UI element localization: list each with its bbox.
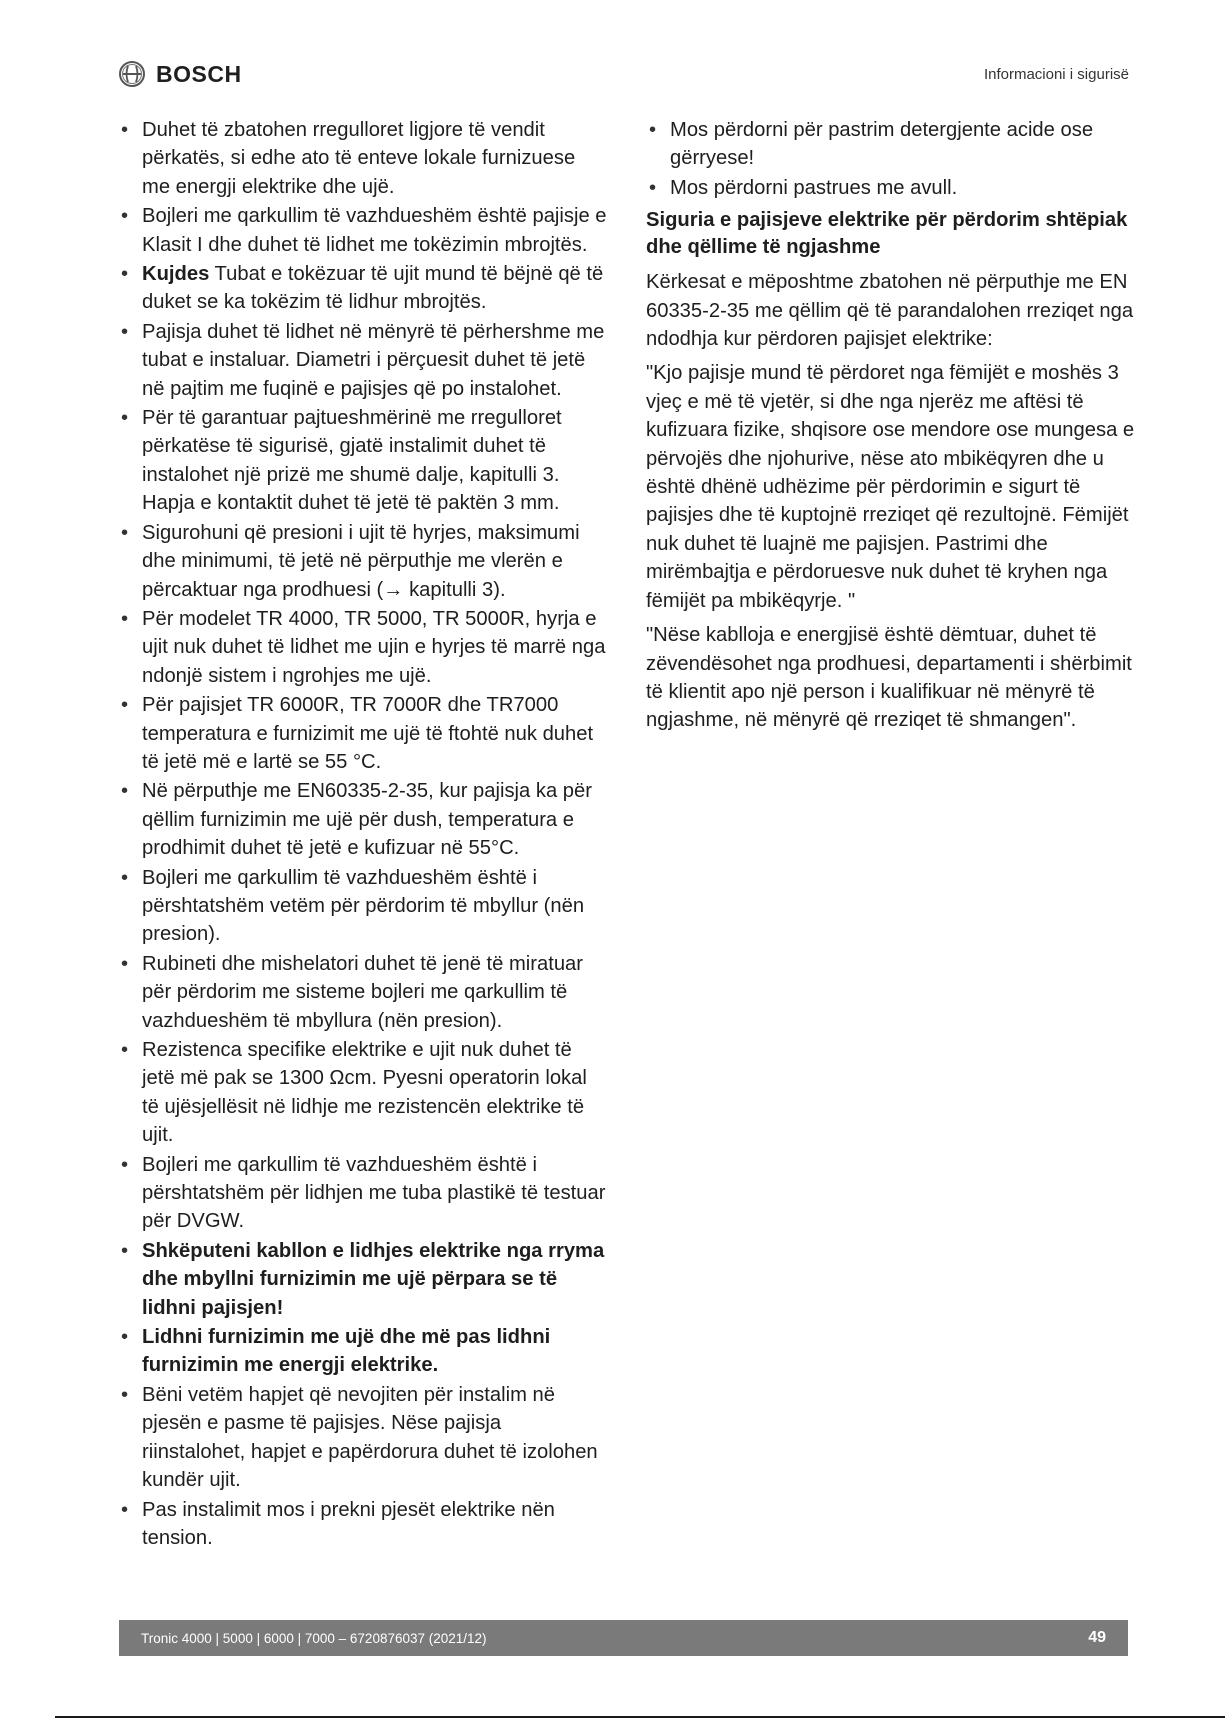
- list-item: [118, 864, 608, 949]
- item-text: Bojleri me qarkullim të vazhdueshëm është pajisje e Klasit I dhe duhet të lidhet me tokëzimin mbrojtës.: [142, 205, 607, 256]
- right-column: [646, 116, 1136, 741]
- list-item: [118, 777, 608, 862]
- list-item: [118, 1036, 608, 1150]
- list-item: [646, 116, 1136, 173]
- paragraph: Kërkesat e mëposhtme zbatohen në përputhje me EN 60335-2-35 me qëllim që të parandalohen rreziqet nga ndodhja kur përdoren pajisjet elektrike:: [646, 271, 1134, 351]
- paragraph: "Nëse kablloja e energjisë është dëmtuar, duhet të zëvendësohet nga prodhuesi, departamenti i shërbimit të klientit apo një person i kualifikuar në mënyrë të ngjashme, në mënyrë që rreziqet të shmangen".: [646, 624, 1132, 732]
- item-text: Sigurohuni që presioni i ujit të hyrjes, maksimumi dhe minimumi, të jetë në përputhje me vlerën e përcaktuar nga prodhuesi (→ kapitulli 3).: [142, 521, 580, 601]
- item-text: Në përputhje me EN60335-2-35, kur pajisja ka për qëllim furnizimin me ujë për dush, temperatura e prodhimit duhet të jetë e kufizuar në 55°C.: [142, 780, 592, 860]
- item-text: Për të garantuar pajtueshmërinë me rregulloret përkatëse të sigurisë, gjatë instalimit duhet të instalohet një prizë me shumë dalje, kapitulli 3. Hapja e kontaktit duhet të jetë të paktën 3 mm.: [142, 407, 562, 515]
- brand-name: BOSCH: [156, 60, 242, 87]
- bold-lead-text: Lidhni furnizimin me ujë dhe më pas lidhni furnizimin me energji elektrike.: [142, 1326, 551, 1377]
- item-text: Tubat e tokëzuar të ujit mund të bëjnë që të duket se ka tokëzim të lidhur mbrojtës.: [142, 263, 604, 314]
- footer-bar: [119, 1620, 1128, 1656]
- list-item: [118, 1323, 608, 1380]
- list-item: [118, 318, 608, 403]
- item-text: Rezistenca specifike elektrike e ujit nuk duhet të jetë më pak se 1300 Ωcm. Pyesni operatorin lokal të ujësjellësit në lidhje me rezistencën elektrike të ujit.: [142, 1039, 587, 1147]
- item-text: Mos përdorni për pastrim detergjente acide ose gërryese!: [670, 119, 1094, 170]
- list-item: [118, 1496, 608, 1553]
- section-title: Informacioni i sigurisë: [983, 66, 1129, 83]
- item-text: Për modelet TR 4000, TR 5000, TR 5000R, hyrja e ujit nuk duhet të lidhet me ujin e hyrjes të marrë nga ndonjë sistem i ngrohjes me ujë.: [142, 607, 606, 687]
- item-text: Mos përdorni pastrues me avull.: [670, 176, 958, 199]
- list-item: [118, 605, 608, 690]
- item-text: Duhet të zbatohen rregulloret ligjore të vendit përkatës, si edhe ato të enteve lokale furnizuese me energji elektrike dhe ujë.: [142, 119, 576, 198]
- item-text: Bojleri me qarkullim të vazhdueshëm është i përshtatshëm vetëm për përdorim të mbyllur (nën presion).: [142, 866, 585, 946]
- item-text: Bëni vetëm hapjet që nevojiten për instalim në pjesën e pasme të pajisjes. Nëse pajisja riinstalohet, hapjet e papërdorura duhet të izolohen kundër ujit.: [142, 1383, 598, 1492]
- page-number: 49: [1088, 1629, 1106, 1646]
- list-item: [118, 116, 608, 201]
- left-column: [118, 116, 608, 1553]
- section-heading: Siguria e pajisjeve elektrike për përdorim shtëpiak dhe qëllime të ngjashme: [646, 209, 1128, 259]
- item-text: Bojleri me qarkullim të vazhdueshëm është i përshtatshëm për lidhjen me tuba plastikë të testuar për DVGW.: [142, 1153, 606, 1233]
- list-item: [646, 174, 1136, 202]
- item-text: Pas instalimit mos i prekni pjesët elektrike nën tension.: [142, 1498, 555, 1549]
- item-text: Për pajisjet TR 6000R, TR 7000R dhe TR7000 temperatura e furnizimit me ujë të ftohtë nuk duhet të jetë më e lartë se 55 °C.: [142, 694, 594, 773]
- bold-lead-text: Kujdes: [142, 263, 210, 286]
- bosch-armature-icon: [118, 60, 146, 88]
- list-item: [118, 404, 608, 518]
- paragraph: "Kjo pajisje mund të përdoret nga fëmijët e moshës 3 vjeç e më të vjetër, si dhe nga njerëz me aftësi të kufizuara fizike, shqisore ose mendore ose mungesa e përvojës dhe njohurive, nëse ato mbikëqyren dhe u është dhënë udhëzime për përdorimin e sigurt të pajisjes dhe të kuptojnë rreziqet që rezultojnë. Fëmijët nuk duhet të luajnë me pajisjen. Pastrimi dhe mirëmbajtja e përdoruesve nuk duhet të kryhen nga fëmijët pa mbikëqyrje. ": [646, 362, 1135, 612]
- safety-list-left: [118, 116, 608, 1552]
- list-item: [118, 260, 608, 317]
- document-reference: Tronic 4000 | 5000 | 6000 | 7000 – 6720876037 (2021/12): [141, 1630, 487, 1646]
- bold-lead-text: Shkëputeni kabllon e lidhjes elektrike nga rryma dhe mbyllni furnizimin me ujë përpara se të lidhni pajisjen!: [142, 1239, 605, 1319]
- list-item: [118, 691, 608, 776]
- list-item: [118, 519, 608, 604]
- list-item: [118, 1237, 608, 1322]
- list-item: [118, 950, 608, 1035]
- list-item: [118, 1381, 608, 1495]
- item-text: Pajisja duhet të lidhet në mënyrë të përhershme me tubat e instaluar. Diametri i përçuesit duhet të jetë në pajtim me fuqinë e pajisjes që po instalohet.: [142, 320, 605, 400]
- brand-logo: [118, 60, 242, 88]
- list-item: [118, 202, 608, 259]
- item-text: Rubineti dhe mishelatori duhet të jenë të miratuar për përdorim me sisteme bojleri me qarkullim të vazhdueshëm të mbyllura (nën presion).: [142, 952, 584, 1032]
- cleaning-list: [646, 116, 1136, 202]
- list-item: [118, 1151, 608, 1236]
